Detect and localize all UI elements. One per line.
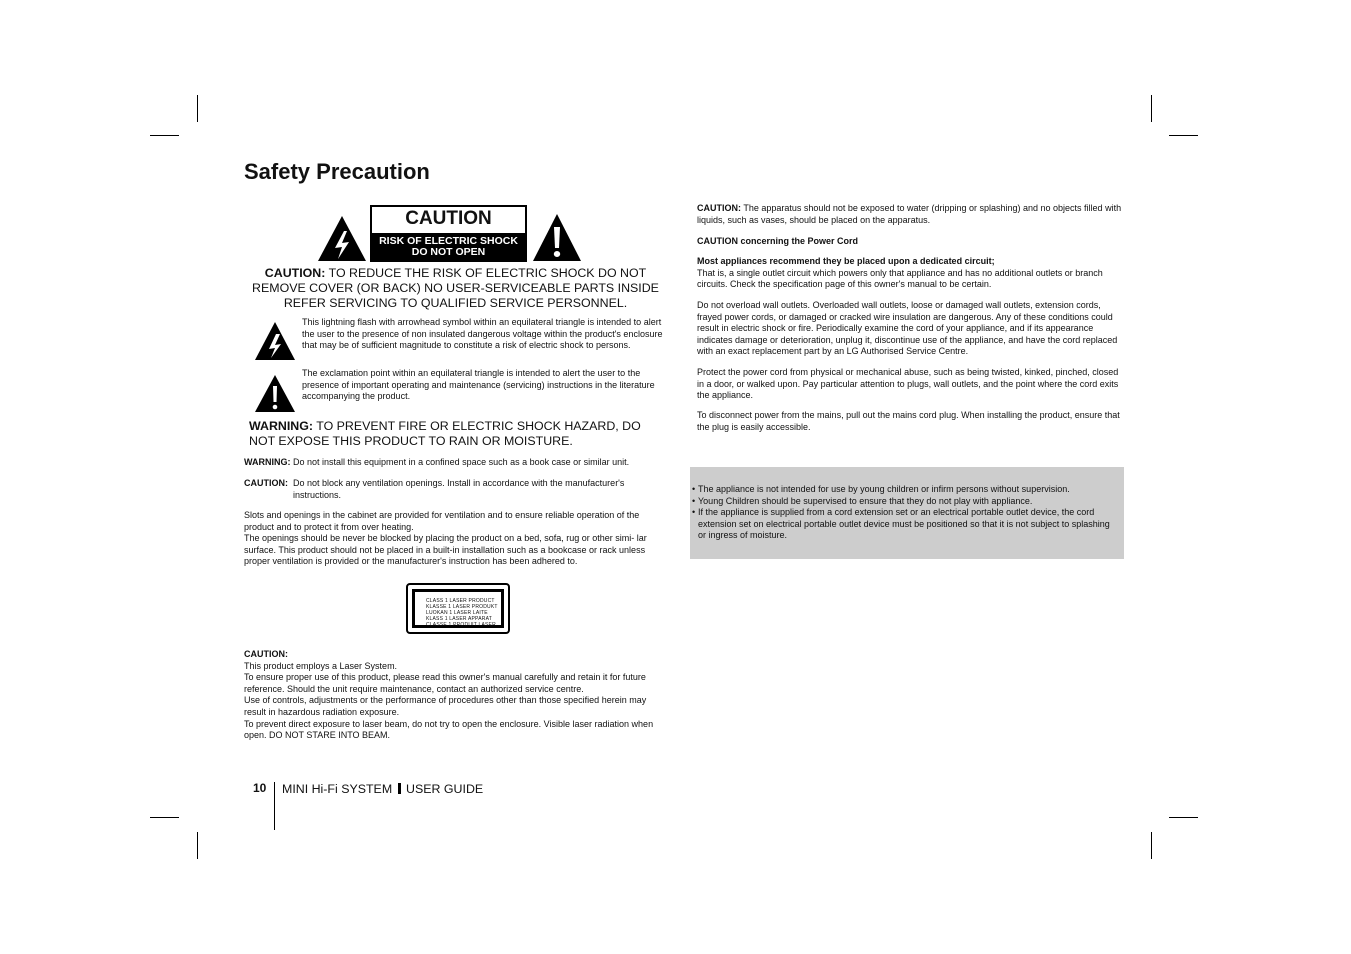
laser-caution-label: CAUTION: — [244, 649, 288, 659]
exclamation-description: The exclamation point within an equilateral triangle is intended to alert the user to the presence of important operating and maintenance (servicing) instructions in the literature accompanying the product. — [302, 368, 655, 402]
laser-text: To prevent direct exposure to laser beam, do not try to open the enclosure. Visible laser radiation when open. DO NOT STARE INTO BEAM. — [244, 718, 654, 741]
protect-cord-paragraph: Protect the power cord from physical or mechanical abuse, such as being twisted, kinked, pinched, closed in a door, or walked upon. Pay particular attention to plugs, wall outlets, and the point where the cord exits the appliance. — [697, 367, 1119, 401]
laser-product-label — [406, 583, 510, 634]
bullet: • — [692, 495, 696, 506]
page-number: 10 — [253, 781, 267, 795]
laser-label-line: KLASSE 1 LASER PRODUKT — [426, 604, 498, 610]
crop-mark — [197, 832, 198, 859]
list-item — [692, 484, 1117, 496]
caution-box-line1: RISK OF ELECTRIC SHOCK — [379, 235, 518, 247]
caution-box-line2: DO NOT OPEN — [411, 246, 486, 258]
water-caution-label: CAUTION: — [697, 203, 741, 213]
water-caution-text: The apparatus should not be exposed to water (dripping or splashing) and no objects filled with liquids, such as vases, should be placed on the apparatus. — [697, 203, 1122, 225]
overload-paragraph: Do not overload wall outlets. Overloaded wall outlets, loose or damaged wall outlets, extension cords, frayed power cords, or damaged or cracked wire insulation are dangerous. Any of these conditions could result in electric shock or fire. Periodically examine the cord of your appliance, and if its appearance indicates damage or deterioration, unplug it, discontinue use of the appliance, and have the cord replaced with an exact replacement part by an LG Authorised Service Centre. — [697, 300, 1118, 357]
bullet: • — [692, 507, 696, 518]
power-cord-heading: CAUTION concerning the Power Cord — [697, 236, 859, 246]
crop-mark — [197, 95, 198, 122]
laser-caution — [244, 649, 667, 742]
supervision-notice-box — [690, 467, 1124, 559]
crop-mark — [1169, 135, 1198, 136]
laser-text: Use of controls, adjustments or the performance of procedures other than those specified herein may result in hazardous radiation exposure. — [244, 695, 647, 717]
caution-statement — [244, 266, 667, 311]
page-title: Safety Precaution — [244, 159, 430, 184]
warning-text: TO PREVENT FIRE OR ELECTRIC SHOCK HAZARD, DO NOT EXPOSE THIS PRODUCT TO RAIN OR MOISTURE. — [249, 419, 641, 448]
caution-box-subtitle — [372, 233, 525, 260]
list-item — [692, 507, 1117, 542]
laser-label-line: CLASS 1 LASER PRODUCT — [426, 598, 495, 604]
laser-label-line: LUOKAN 1 LASER LAITE — [426, 610, 488, 616]
caution-box-title: CAUTION — [405, 208, 492, 229]
crop-mark — [1169, 817, 1198, 818]
laser-label-line: KLASS 1 LASER APPARAT — [426, 616, 492, 622]
list-item-text: If the appliance is supplied from a cord extension set or an electrical portable outlet device, the cord extension set on electrical portable outlet device must be positioned so that it is not subject to splashing or ingress of moisture. — [698, 507, 1110, 541]
crop-mark — [1151, 832, 1152, 859]
warning2-text: Do not install this equipment in a confined space such as a book case or similar unit. — [290, 457, 630, 467]
footer-title — [282, 782, 483, 796]
footer-product: MINI Hi-Fi SYSTEM — [282, 782, 393, 796]
footer-separator — [398, 783, 401, 794]
circuit-heading: Most appliances recommend they be placed upon a dedicated circuit; — [697, 256, 995, 266]
lightning-description: This lightning flash with arrowhead symbol within an equilateral triangle is intended to alert the user to the presence of non insulated dangerous voltage within the product's enclosure that may be of sufficient magnitude to constitute a risk of electric shock to persons. — [302, 317, 663, 351]
slots-text-2: The openings should be never be blocked by placing the product on a bed, sofa, rug or other simi- lar surface. This product should not be placed in a built-in installation such as a bookcase or rack unless proper ventilation is provided or the manufacturer's instruction has been adhered to. — [244, 533, 647, 567]
list-item — [692, 496, 1117, 508]
laser-text: This product employs a Laser System. — [244, 660, 398, 671]
exclamation-symbol-icon — [254, 374, 296, 413]
laser-label-inner — [412, 589, 504, 628]
warning-label: WARNING: — [249, 419, 314, 433]
disconnect-paragraph: To disconnect power from the mains, pull out the mains cord plug. When installing the product, ensure that the plug is easily accessible. — [697, 410, 1120, 432]
caution2-text: Do not block any ventilation openings. Install in accordance with the manufacturer's instructions. — [293, 478, 625, 500]
caution-label: CAUTION: — [264, 266, 326, 280]
laser-text: To ensure proper use of this product, please read this owner's manual carefully and retain it for future reference. Should the unit require maintenance, contact an authorized service centre. — [244, 672, 646, 694]
lightning-warning-icon — [317, 215, 367, 262]
crop-mark — [150, 135, 179, 136]
crop-mark — [150, 817, 179, 818]
exclamation-warning-icon — [532, 213, 582, 262]
water-caution — [697, 203, 1125, 226]
lightning-symbol-icon — [254, 321, 296, 361]
warning-confined-space — [244, 457, 669, 469]
laser-label-line: CLASSE 1 PRODUIT LASER — [426, 622, 496, 628]
footer-guide: USER GUIDE — [406, 782, 484, 796]
dedicated-circuit — [697, 256, 1125, 291]
warning2-label: WARNING: — [244, 457, 291, 467]
bullet: • — [692, 484, 696, 494]
caution-text: TO REDUCE THE RISK OF ELECTRIC SHOCK DO NOT REMOVE COVER (OR BACK) NO USER-SERVICEABLE PARTS INSIDE REFER SERVICING TO QUALIFIED SERVICE PERSONNEL. — [252, 266, 659, 310]
list-item-text: The appliance is not intended for use by young children or infirm persons without supervision. — [698, 484, 1070, 494]
list-item-text: Young Children should be supervised to ensure that they do not play with appliance. — [698, 495, 1033, 506]
footer-divider — [274, 782, 275, 830]
slots-paragraph — [244, 510, 667, 568]
caution-label-box — [370, 205, 527, 262]
slots-text-1: Slots and openings in the cabinet are provided for ventilation and to ensure reliable operation of the product and to protect it from over heating. — [244, 510, 640, 532]
warning-statement — [249, 419, 669, 449]
caution-ventilation — [244, 478, 669, 501]
circuit-text: That is, a single outlet circuit which powers only that appliance and has no additional outlets or branch circuits. Check the specification page of this owner's manual to be certain. — [697, 267, 1103, 290]
caution2-label: CAUTION: — [244, 478, 288, 488]
crop-mark — [1151, 95, 1152, 122]
